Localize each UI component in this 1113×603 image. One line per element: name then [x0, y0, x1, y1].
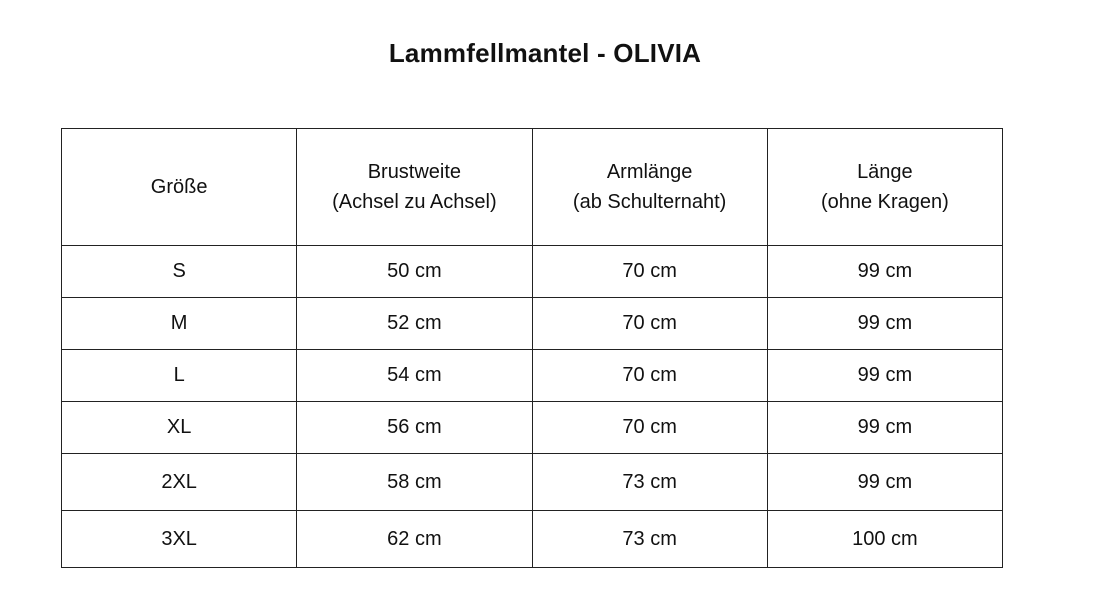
cell-chest: 54 cm	[297, 350, 532, 402]
cell-arm: 73 cm	[532, 511, 767, 568]
header-arm-sublabel: (ab Schulternaht)	[572, 191, 727, 213]
cell-size: 2XL	[62, 454, 297, 511]
cell-chest: 52 cm	[297, 298, 532, 350]
header-chest	[297, 129, 532, 246]
size-chart-table	[61, 128, 1003, 568]
header-arm	[532, 129, 767, 246]
table-row	[62, 246, 1003, 298]
cell-arm: 70 cm	[532, 402, 767, 454]
header-chest-label: Brustweite	[367, 161, 462, 183]
header-arm-label: Armlänge	[606, 161, 693, 183]
cell-chest: 56 cm	[297, 402, 532, 454]
header-size	[62, 129, 297, 246]
table-row	[62, 454, 1003, 511]
header-row	[62, 129, 1003, 246]
table-row	[62, 298, 1003, 350]
page-title: Lammfellmantel - OLIVIA	[388, 38, 702, 68]
cell-chest: 58 cm	[297, 454, 532, 511]
table-row	[62, 402, 1003, 454]
header-length	[767, 129, 1002, 246]
cell-length: 100 cm	[767, 511, 1002, 568]
table-row	[62, 511, 1003, 568]
cell-length: 99 cm	[767, 454, 1002, 511]
cell-size: 3XL	[62, 511, 297, 568]
table-row	[62, 350, 1003, 402]
cell-size: L	[62, 350, 297, 402]
cell-length: 99 cm	[767, 246, 1002, 298]
cell-arm: 73 cm	[532, 454, 767, 511]
cell-length: 99 cm	[767, 402, 1002, 454]
cell-chest: 62 cm	[297, 511, 532, 568]
cell-arm: 70 cm	[532, 246, 767, 298]
cell-length: 99 cm	[767, 298, 1002, 350]
header-chest-sublabel: (Achsel zu Achsel)	[332, 191, 497, 213]
cell-arm: 70 cm	[532, 298, 767, 350]
cell-chest: 50 cm	[297, 246, 532, 298]
table-header	[62, 129, 1003, 246]
cell-size: M	[62, 298, 297, 350]
header-length-label: Länge	[857, 161, 913, 183]
cell-size: S	[62, 246, 297, 298]
header-length-sublabel: (ohne Kragen)	[820, 191, 949, 213]
cell-length: 99 cm	[767, 350, 1002, 402]
cell-arm: 70 cm	[532, 350, 767, 402]
header-size-label: Größe	[150, 176, 208, 198]
table-body	[62, 246, 1003, 568]
cell-size: XL	[62, 402, 297, 454]
